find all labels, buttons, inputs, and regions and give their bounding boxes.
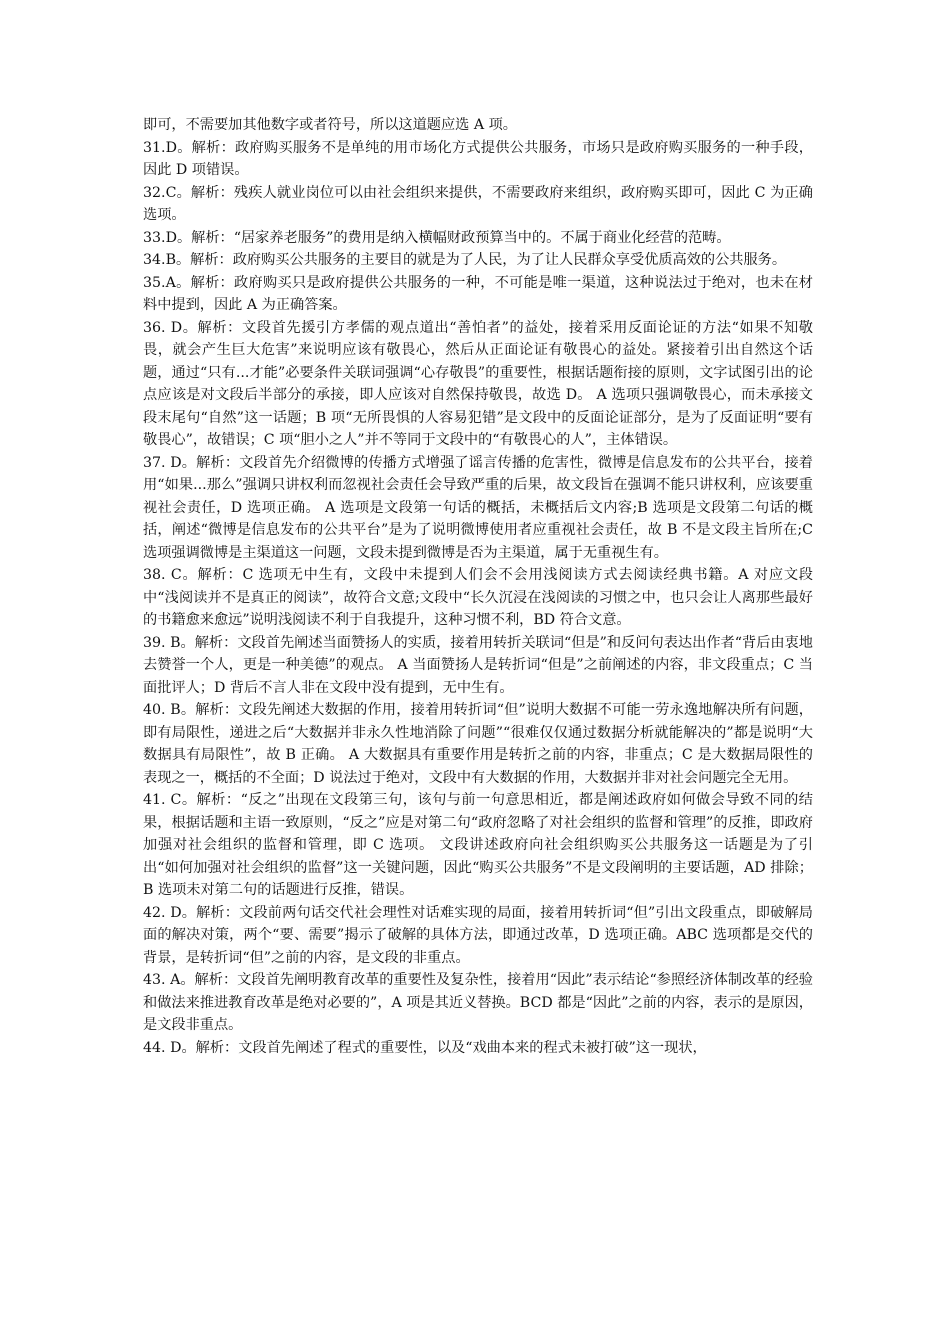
answer-38: 38. C。解析：C 选项无中生有，文段中未提到人们会不会用浅阅读方式去阅读经典书籍。A 对应文段中“浅阅读并不是真正的阅读”，故符合文意;文段中“长久沉浸在浅阅读的习惯之中，也只会让人离那些最好的书籍愈来愈远”说明浅阅读不利于自我提升，这种习惯不利，BD 符合文意。	[143, 567, 813, 628]
answer-42: 42. D。解析：文段前两句话交代社会理性对话难实现的局面，接着用转折词“但”引出文段重点，即破解局面的解决对策，两个“要、需要”揭示了破解的具体方法，即通过改革，D 选项正确。ABC 选项都是交代的背景，是转折词“但”之前的内容，是文段的非重点。	[143, 904, 813, 966]
answer-44: 44. D。解析：文段首先阐述了程式的重要性，以及“戏曲本来的程式未被打破”这一现状，	[143, 1039, 707, 1056]
answer-43: 43. A。解析：文段首先阐明教育改革的重要性及复杂性，接着用“因此”表示结论“参照经济体制改革的经验和做法来推进教育改革是绝对必要的”，A 项是其近义替换。BCD 都是“因此”之前的内容，表示的是原因，是文段非重点。	[143, 972, 813, 1033]
answer-34: 34.B。解析：政府购买公共服务的主要目的就是为了人民，为了让人民群众享受优质高效的公共服务。	[143, 252, 787, 268]
answer-37: 37. D。解析：文段首先介绍微博的传播方式增强了谣言传播的危害性，微博是信息发布的公共平台，接着用“如果...那么”强调只讲权利而忽视社会责任会导致严重的后果，故文段旨在强调不能只讲权利，应该要重视社会责任，D 选项正确。 A 选项是文段第一句话的概括，未概括后文内容;B 选项是文段第二句话的概括，阐述“微博是信息发布的公共平台”是为了说明微博使用者应重视社会责任，故 B 不是文段主旨所在;C 选项强调微博是主渠道这一问题，文段未提到微博是否为主渠道，属于无重视生有。	[143, 454, 813, 561]
answer-39: 39. B。解析：文段首先阐述当面赞扬人的实质，接着用转折关联词“但是”和反问句表达出作者“背后由衷地去赞誉一个人，更是一种美德”的观点。 A 当面赞扬人是转折词“但是”之前阐述的内容，非文段重点；C 当面批评人；D 背后不言人非在文段中没有提到，无中生有。	[143, 634, 813, 696]
answer-explanations	[143, 114, 813, 1059]
answer-36: 36. D。解析：文段首先援引方孝儒的观点道出“善怕者”的益处，接着采用反面论证的方法“如果不知敬畏，就会产生巨大危害”来说明应该有敬畏心，然后从正面论证有敬畏心的益处。紧接着引出自然这个话题，通过“只有...才能”必要条件关联词强调“心存敬畏”的重要性，根据话题衔接的原则，文字试图引出的论点应该是对文段后半部分的承接，即人应该对自然保持敬畏，故选 D。 A 选项只强调敬畏心，而未承接文段末尾句“自然”这一话题；B 项“无所畏惧的人容易犯错”是文段中的反面论证部分，是为了反面证明“要有敬畏心”，故错误；C 项“胆小之人”并不等同于文段中的“有敬畏心的人”，主体错误。	[143, 319, 813, 448]
answer-35: 35.A。解析：政府购买只是政府提供公共服务的一种，不可能是唯一渠道，这种说法过于绝对，也未在材料中提到，因此 A 为正确答案。	[143, 274, 813, 313]
answer-33: 33.D。解析：“居家养老服务”的费用是纳入横幅财政预算当中的。不属于商业化经营的范畴。	[143, 229, 731, 246]
answer-40: 40. B。解析：文段先阐述大数据的作用，接着用转折词“但”说明大数据不可能一劳永逸地解决所有问题，即有局限性，递进之后“大数据并非永久性地消除了问题”“很难仅仅通过数据分析就能解决的”都是说明“大数据具有局限性”，故 B 正确。 A 大数据具有重要作用是转折之前的内容，非重点；C 是大数据局限性的表现之一，概括的不全面；D 说法过于绝对，文段中有大数据的作用，大数据并非对社会问题完全无用。	[143, 702, 813, 786]
answer-41: 41. C。解析：“反之”出现在文段第三句，该句与前一句意思相近，都是阐述政府如何做会导致不同的结果，根据话题和主语一致原则，“反之”应是对第二句“政府忽略了对社会组织的监督和管理”的反推，即政府加强对社会组织的监督和管理，即 C 选项。 文段讲述政府向社会组织购买公共服务这一话题是为了引出“如何加强对社会组织的监督”这一关键问题，因此“购买公共服务”不是文段阐明的主要话题，AD 排除；B 选项未对第二句的话题进行反推，错误。	[143, 792, 813, 898]
answer-32: 32.C。解析：残疾人就业岗位可以由社会组织来提供，不需要政府来组织，政府购买即可，因此 C 为正确选项。	[143, 184, 813, 223]
answer-31: 31.D。解析：政府购买服务不是单纯的用市场化方式提供公共服务，市场只是政府购买服务的一种手段，因此 D 项错误。	[143, 139, 813, 178]
paragraph-continuation-30: 即可，不需要加其他数字或者符号，所以这道题应选 A 项。	[143, 117, 517, 133]
